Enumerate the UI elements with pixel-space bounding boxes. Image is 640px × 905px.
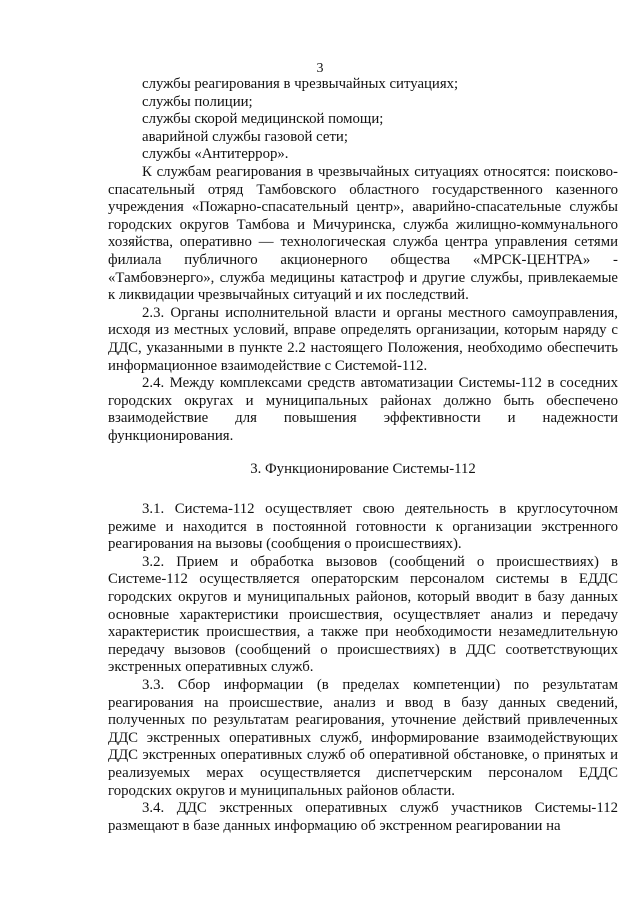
paragraph-2-3: 2.3. Органы исполнительной власти и органы местного самоуправления, исходя из местных условий, вправе определять организации, которым наряду с ДДС, указанными в пункте 2.2 настоящего Положения, необходимо обеспечить информационное взаимодействие с Системой-112. <box>108 304 618 374</box>
list-item: службы «Антитеррор». <box>142 146 289 163</box>
paragraph-2-4: 2.4. Между комплексами средств автоматизации Системы-112 в соседних городских округах и муниципальных районах должно быть обеспечено взаимодействие для повышения эффективности и надежности функционирования. <box>108 375 618 444</box>
list-item: службы реагирования в чрезвычайных ситуациях; <box>142 76 459 92</box>
document-body <box>108 76 618 835</box>
list-item: службы скорой медицинской помощи; <box>142 111 384 128</box>
paragraph-3-1: 3.1. Система-112 осуществляет свою деятельность в круглосуточном режиме и находится в постоянной готовности к организации экстренного реагирования на вызовы (сообщения о происшествиях). <box>108 501 618 553</box>
paragraph-3-4: 3.4. ДДС экстренных оперативных служб участников Системы-112 размещают в базе данных информацию об экстренном реагировании на <box>108 800 618 834</box>
paragraph-3-3: 3.3. Сбор информации (в пределах компетенции) по результатам реагирования на происшествие, анализ и ввод в базу данных сведений, полученных по результатам реагирования, уточнение действий привлеченных ДДС экстренных оперативных служб, информирование взаимодействующих ДДС экстренных оперативных служб об оперативной обстановке, о принятых и реализуемых мерах осуществляется диспетчерским персоналом ЕДДС городских округов и муниципальных районов области. <box>108 677 618 799</box>
page-number: 3 <box>316 61 324 76</box>
list-item: службы полиции; <box>142 93 253 110</box>
list-item: аварийной службы газовой сети; <box>142 128 348 145</box>
paragraph-3-2: 3.2. Прием и обработка вызовов (сообщений о происшествиях) в Системе-112 осуществляется операторским персоналом системы в ЕДДС городских округов и муниципальных районов, который вводит в базу данных основные характеристики происшествия, осуществляет анализ и передачу характеристик происшествия, а также при необходимости незамедлительную передачу вызовов (сообщений о происшествиях) в ДДС соответствующих экстренных оперативных служб. <box>108 553 618 676</box>
section-heading: 3. Функционирование Системы-112 <box>250 461 476 478</box>
paragraph-emergency-services: К службам реагирования в чрезвычайных ситуациях относятся: поисково-спасательный отряд Тамбовского областного государственного казенного учреждения «Пожарно-спасательный центр», аварийно-спасательные службы городских округов Тамбова и Мичуринска, служба жилищно-коммунального хозяйства, оперативно — технологическая служба центра управления сетями филиала публичного акционерного общества «МРСК-ЦЕНТРА» - «Тамбовэнерго», служба медицины катастроф и другие службы, привлекаемые к ликвидации чрезвычайных ситуаций и их последствий. <box>108 163 618 304</box>
